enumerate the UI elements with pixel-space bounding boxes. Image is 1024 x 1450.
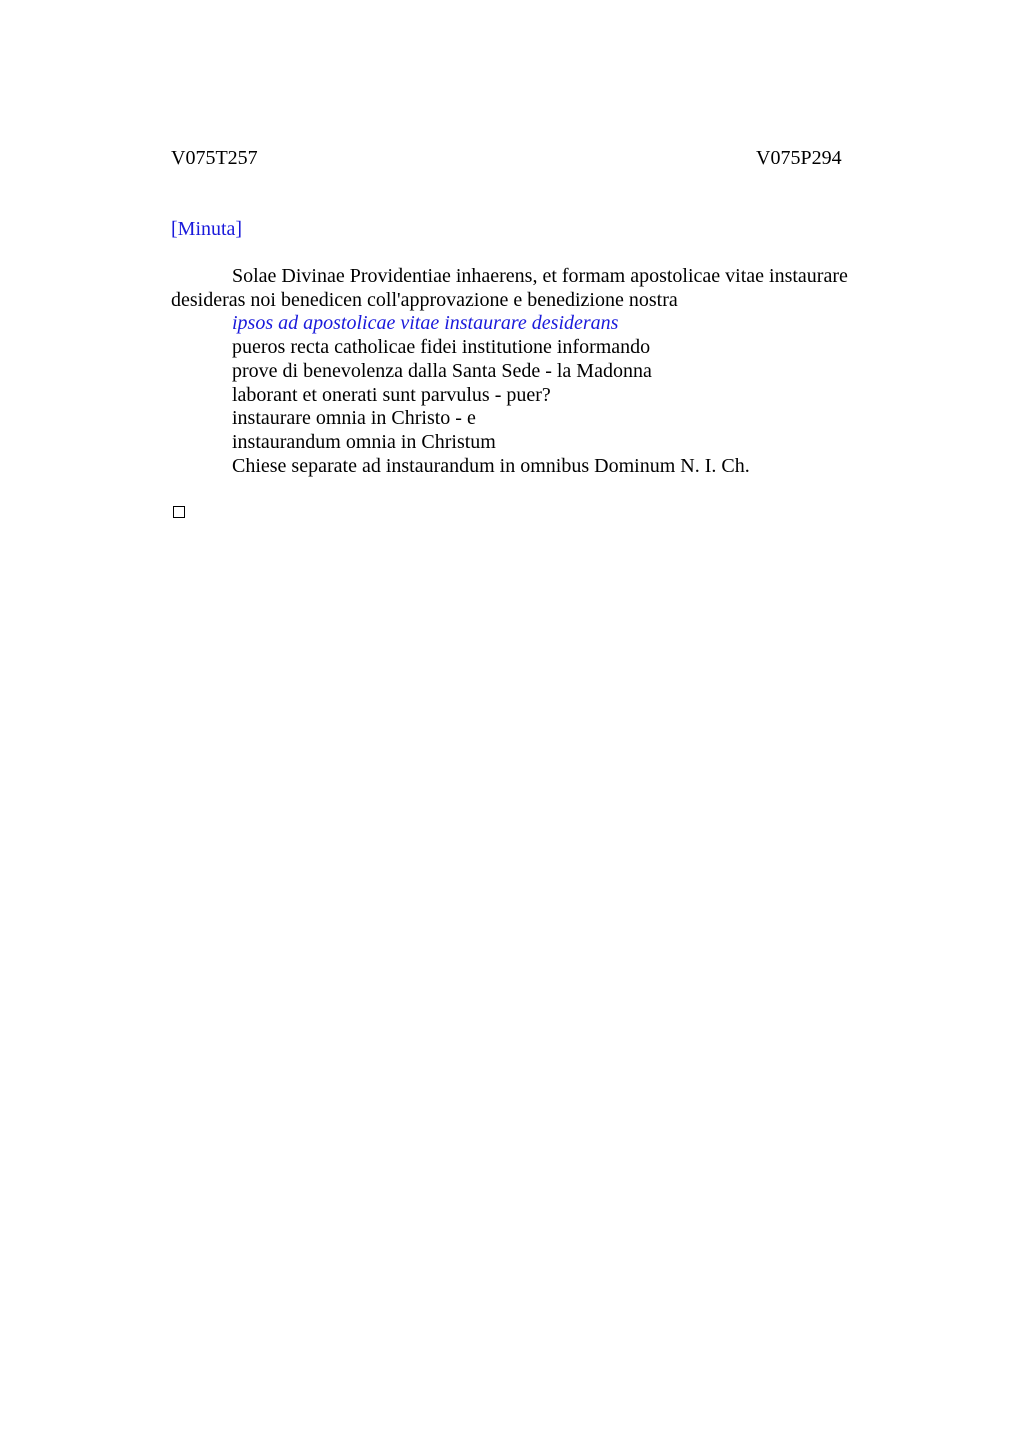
first-paragraph: Solae Divinae Providentiae inhaerens, et formam apostolicae vitae instaurare desideras noi benedicen coll'approvazione e benedizione nostra [171,265,848,311]
left-reference-code: V075T257 [171,147,258,169]
body-line: instaurare omnia in Christo - e [232,407,476,430]
body-line: instaurandum omnia in Christum [232,430,496,453]
body-line: pueros recta catholicae fidei institutione informando [232,336,651,359]
body-line: Chiese separate ad instaurandum in omnibus Dominum N. I. Ch. [232,454,750,477]
document-body [171,265,871,478]
right-reference-code: V075P294 [756,147,842,169]
body-line: laborant et onerati sunt parvulus - puer? [232,383,551,406]
empty-checkbox-icon [173,506,185,518]
body-line-italic: ipsos ad apostolicae vitae instaurare desiderans [232,312,619,335]
body-line: prove di benevolenza dalla Santa Sede - la Madonna [232,359,652,382]
section-label-minuta: [Minuta] [171,218,243,240]
